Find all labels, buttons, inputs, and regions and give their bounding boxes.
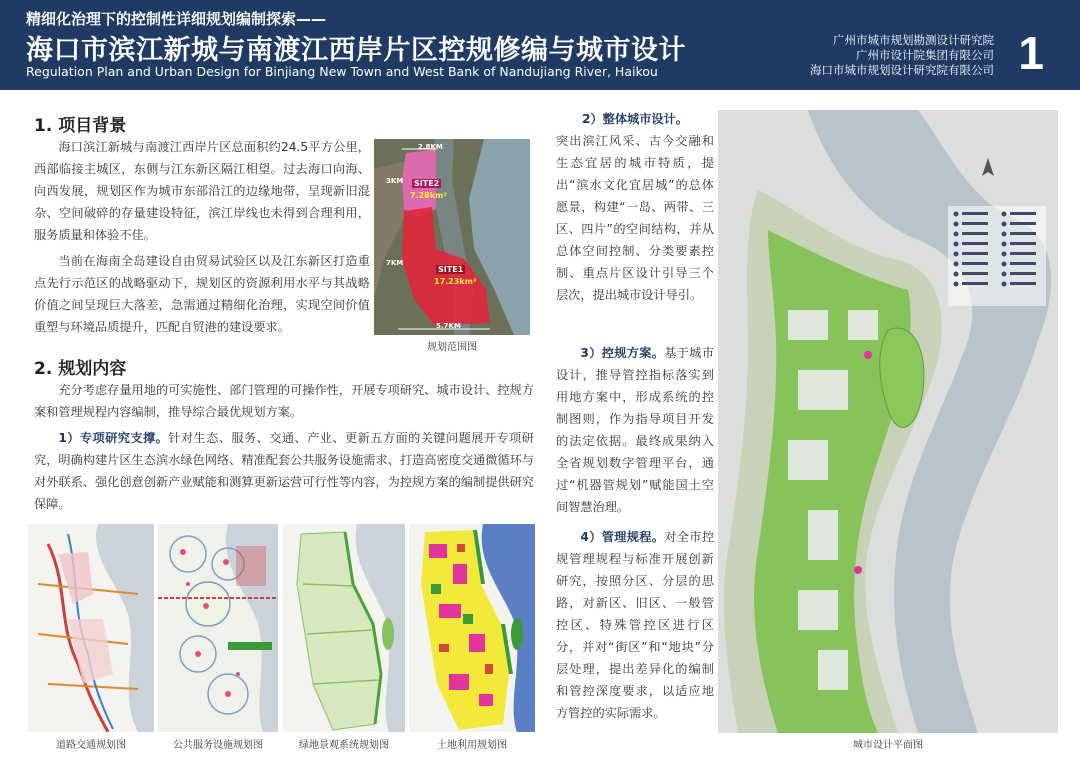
thumbnail-caption: 道路交通规划图 — [56, 740, 126, 751]
urban-design-master-plan — [718, 110, 1058, 733]
dimension-label: 7KM — [386, 259, 404, 267]
section1-paragraph-2: 当前在海南全岛建设自由贸易试验区以及江东新区打造重点先行示范区的战略驱动下，规划区的资源利用水平与其战略价值之间呈现巨大落差，急需通过精细化治理，实现空间价值重塑与环境品质提升，匹配自贸港的建设要求。 — [34, 254, 370, 334]
public-facilities-map — [158, 524, 278, 732]
header-banner — [0, 0, 1080, 90]
item2-body: 突出滨江风采、古今交融和生态宜居的城市特质，提出“滨水文化宜居城”的总体愿景，构建“一岛、两带、三区、四片”的空间结构，并从总体空间控制、分类要素控制、重点片区设计引导三个层次，提出城市设计导引。 — [556, 134, 714, 302]
site1-area: 17.23km² — [434, 277, 477, 286]
section1-paragraph-1: 海口滨江新城与南渡江西岸片区总面积约24.5平方公里，西部临接主城区，东侧与江东新区隔江相望。过去海口向海、向西发展，规划区作为城市东部沿江的边缘地带，呈现新旧混杂、空间破碎的存量建设特征，滨江岸线也未得到合理利用，服务质量和体验不佳。 — [34, 140, 370, 242]
site-map-caption: 规划范围图 — [427, 342, 477, 353]
item3-title: 3）控规方案。 — [580, 346, 665, 360]
organization-name: 海口市城市规划设计研究院有限公司 — [810, 63, 994, 77]
site1-label: SITE1 — [438, 265, 464, 274]
thumbnail-caption: 土地利用规划图 — [437, 740, 507, 751]
section2-intro: 充分考虑存量用地的可实施性、部门管理的可操作性，开展专项研究、城市设计、控规方案和管理规程内容编制，推导综合最优规划方案。 — [34, 383, 534, 419]
item4-body: 对全市控规管理规程与标准开展创新研究，按照分区、分层的思路，对新区、旧区、一般管控区、特殊管控区进行区分，并对“街区”和“地块”分层处理，提出差异化的编制和管控深度要求，以适应地方管控的实际需求。 — [556, 530, 715, 720]
public-facilities-map-graphic — [158, 524, 278, 732]
dimension-label: 3KM — [386, 177, 404, 185]
dimension-label: 2.8KM — [418, 143, 443, 151]
right-item2 — [556, 108, 714, 306]
item1-title: 1）专项研究支撑。 — [58, 431, 169, 445]
green-landscape-map-graphic — [283, 524, 405, 732]
land-use-map — [409, 524, 535, 732]
site2-area: 7.28km² — [410, 191, 447, 200]
right-item4 — [556, 526, 714, 724]
site2-label: SITE2 — [414, 179, 440, 188]
master-plan-graphic — [718, 110, 1058, 733]
thumbnail-caption: 绿地景观系统规划图 — [299, 740, 389, 751]
thumbnail-caption: 公共服务设施规划图 — [173, 740, 263, 751]
road-traffic-map-graphic — [28, 524, 154, 732]
header-subtitle: 精细化治理下的控制性详细规划编制探索—— — [26, 10, 327, 28]
item4-title: 4）管理规程。 — [580, 530, 665, 544]
section1-heading: 1. 项目背景 — [34, 116, 127, 136]
right-item3 — [556, 342, 714, 518]
master-plan-legend — [948, 206, 1046, 306]
site-boundary-map — [374, 139, 530, 335]
land-use-map-graphic — [409, 524, 535, 732]
page-title-english: Regulation Plan and Urban Design for Binjiang New Town and West Bank of Nandujiang River, Haikou — [26, 64, 658, 79]
master-plan-caption: 城市设计平面图 — [853, 740, 923, 751]
organization-name: 广州市城市规划勘测设计研究院 — [833, 33, 994, 47]
item3-body: 基于城市设计，推导管控指标落实到用地方案中，形成系统的控制图则，作为指导项目开发的法定依据。最终成果纳入全省规划数字管理平台，通过“机器管规划”赋能国土空间智慧治理。 — [556, 346, 715, 514]
dimension-label: 5.7KM — [436, 322, 461, 330]
organization-list — [810, 33, 994, 78]
item1-body: 针对生态、服务、交通、产业、更新五方面的关键问题展开专项研究，明确构建片区生态滨水绿色网络、精准配套公共服务设施需求、打造高密度交通微循环与对外联系、强化创意创新产业赋能和测算更新运营可行性等内容，为控规方案的编制提供研究保障。 — [34, 431, 534, 511]
organization-name: 广州市设计院集团有限公司 — [856, 48, 994, 62]
page-title: 海口市滨江新城与南渡江西岸片区控规修编与城市设计 — [26, 35, 686, 66]
section2-item1 — [34, 427, 534, 515]
section2-heading: 2. 规划内容 — [34, 359, 127, 379]
green-landscape-map — [283, 524, 405, 732]
road-traffic-map — [28, 524, 154, 732]
site-boundary-map-graphic — [374, 139, 530, 335]
item2-title: 2）整体城市设计。 — [582, 112, 688, 126]
page-number: 1 — [1018, 27, 1044, 79]
